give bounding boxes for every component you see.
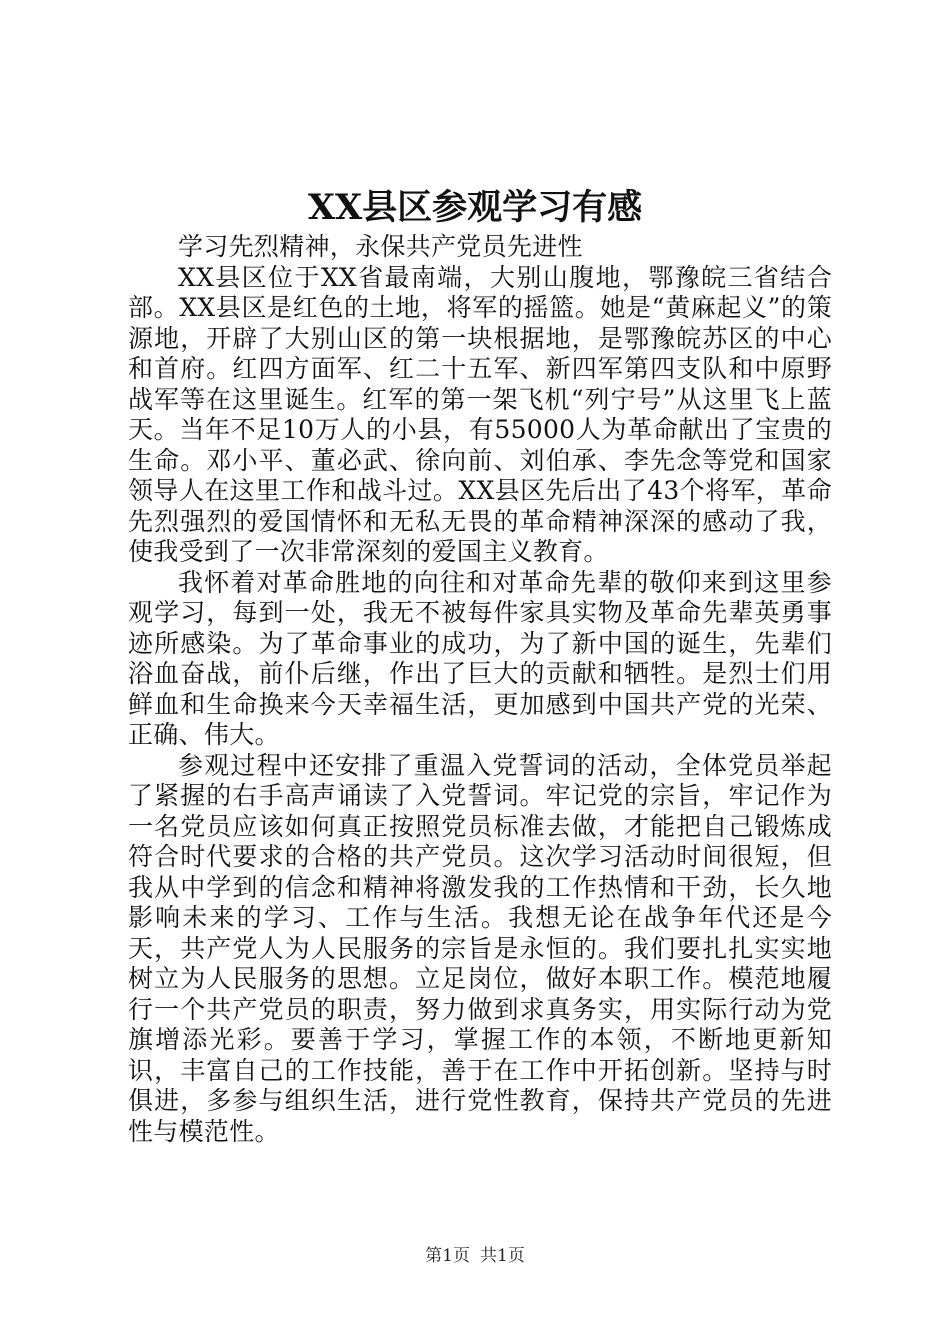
paragraph: 参观过程中还安排了重温入党誓词的活动，全体党员举起了紧握的右手高声诵读了入党誓词。牢记党的宗旨，牢记作为一名党员应该如何真正按照党员标准去做，才能把自己锻炼成符合时代要求的合格的共产党员。这次学习活动时间很短，但我从中学到的信念和精神将激发我的工作热情和干劲，长久地影响未来的学习、工作与生活。我想无论在战争年代还是今天，共产党人为人民服务的宗旨是永恒的。我们要扎扎实实地树立为人民服务的思想。立足岗位，做好本职工作。模范地履行一个共产党员的职责，努力做到求真务实，用实际行动为党旗增添光彩。要善于学习，掌握工作的本领，不断地更新知识，丰富自己的工作技能，善于在工作中开拓创新。坚持与时俱进，多参与组织生活，进行党性教育，保持共产党员的先进性与模范性。 [128,750,832,1146]
page-footer [0,1245,950,1267]
document-title: XX县区参观学习有感 [307,187,643,228]
paragraph: 我怀着对革命胜地的向往和对革命先辈的敬仰来到这里参观学习，每到一处，我无不被每件家具实物及革命先辈英勇事迹所感染。为了革命事业的成功，为了新中国的诞生，先辈们浴血奋战，前仆后继，作出了巨大的贡献和牺牲。是烈士们用鲜血和生命换来今天幸福生活，更加感到中国共产党的光荣、正确、伟大。 [128,567,832,749]
subtitle-line: 学习先烈精神，永保共产党员先进性 [178,232,583,261]
page-number: 第1页 [425,1246,470,1266]
document-body [128,232,832,1147]
page-total: 共1页 [480,1246,525,1266]
paragraph: XX县区位于XX省最南端，大别山腹地，鄂豫皖三省结合部。XX县区是红色的土地，将军的摇篮。她是“黄麻起义”的策源地，开辟了大别山区的第一块根据地，是鄂豫皖苏区的中心和首府。红四方面军、红二十五军、新四军第四支队和中原野战军等在这里诞生。红军的第一架飞机“列宁号”从这里飞上蓝天。当年不足10万人的小县，有55000人为革命献出了宝贵的生命。邓小平、董必武、徐向前、刘伯承、李先念等党和国家领导人在这里工作和战斗过。XX县区先后出了43个将军，革命先烈强烈的爱国情怀和无私无畏的革命精神深深的感动了我，使我受到了一次非常深刻的爱国主义教育。 [128,262,832,566]
